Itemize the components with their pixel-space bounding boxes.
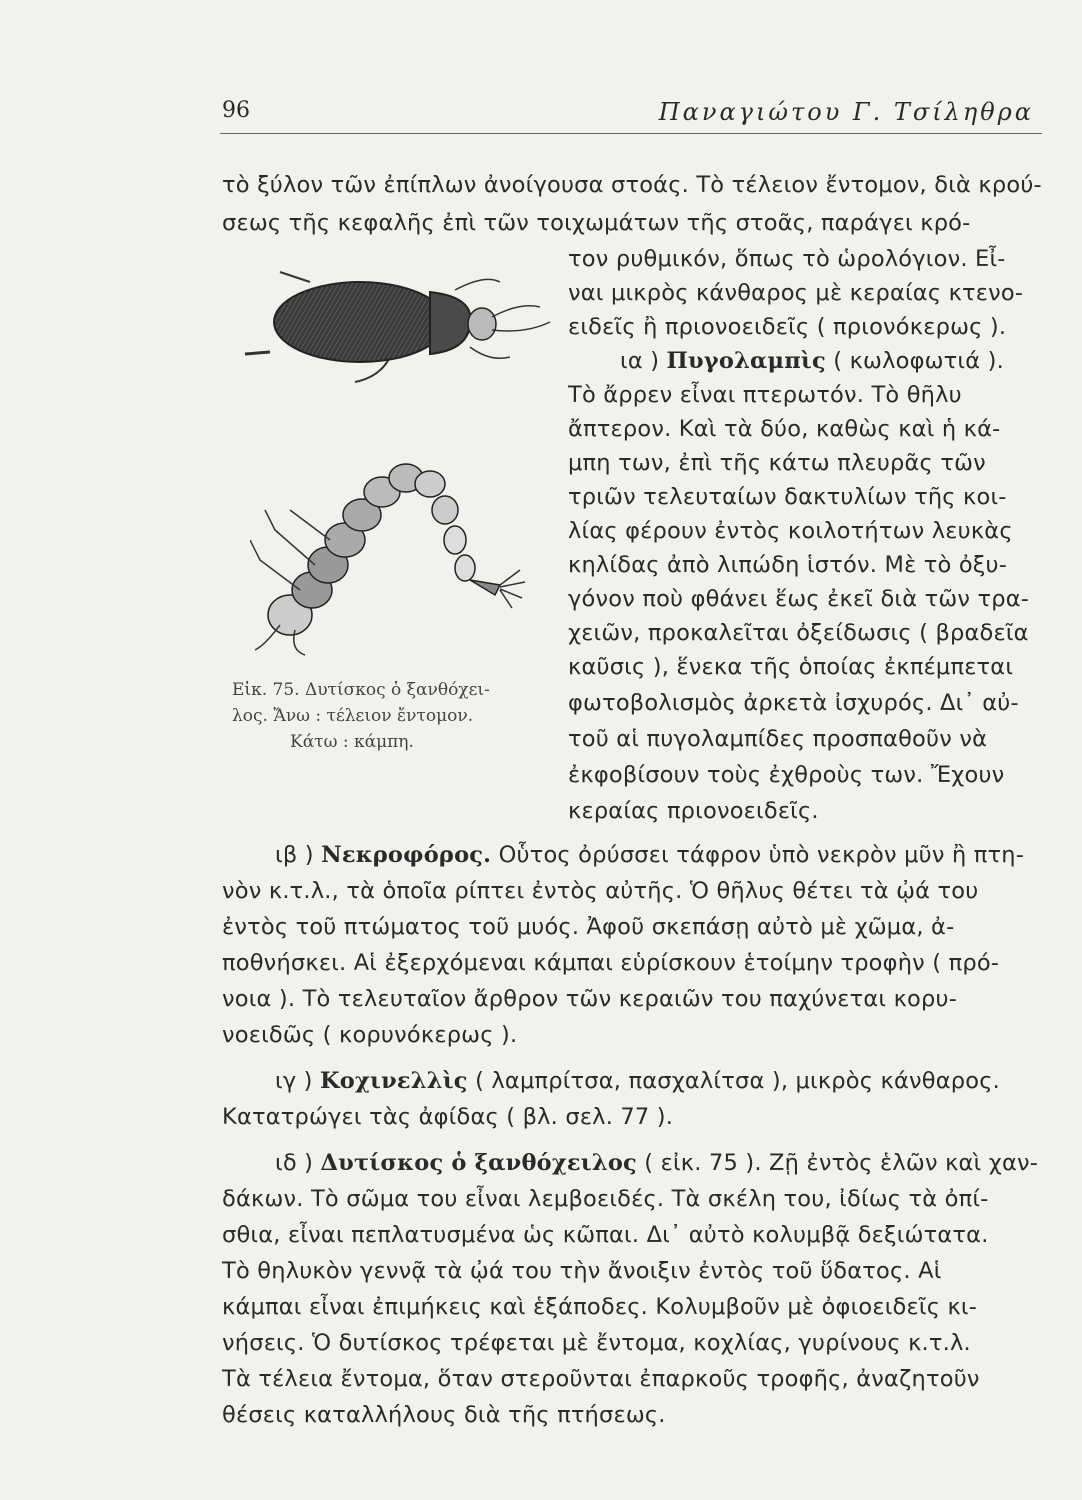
text-line: τον ρυθμικόν, ὅπως τὸ ὡρολόγιον. Εἶ- [568, 246, 1006, 272]
text-line: κηλίδας ἀπὸ λιπώδη ἱστόν. Μὲ τὸ ὀξυ- [568, 552, 1008, 578]
ig-heading-line [275, 1066, 1000, 1096]
beetle-hind-leg [245, 352, 270, 354]
id-heading-line [275, 1148, 1038, 1178]
text-line: ειδεῖς ἢ πριονοειδεῖς ( πριονόκερως ). [568, 314, 1007, 340]
text-line: νοειδῶς ( κορυνόκερως ). [222, 1022, 518, 1048]
ib-term: Νεκροφόρος. [321, 842, 492, 868]
beetle-elytra [274, 282, 446, 362]
text-line: ποθνήσκει. Αἱ ἐξερχόμεναι κάμπαι εὑρίσκουν ἑτοίμην τροφὴν ( πρό- [222, 950, 1000, 976]
text-line: δάκων. Τὸ σῶμα του εἶναι λεμβοειδές. Τὰ σκέλη του, ἰδίως τὰ ὀπί- [222, 1186, 989, 1212]
ia-heading-line [620, 346, 1004, 376]
id-term: Δυτίσκος ὁ ξανθόχειλος [320, 1150, 637, 1176]
page-number: 96 [222, 98, 250, 123]
text-line: καῦσις ), ἕνεκα τῆς ὁποίας ἐκπέμπεται [568, 654, 1014, 680]
text-line: σεως τῆς κεφαλῆς ἐπὶ τῶν τοιχωμάτων τῆς στοᾶς, παράγει κρό- [222, 210, 971, 236]
text-line: τοῦ αἱ πυγολαμπίδες προσπαθοῦν νὰ [568, 726, 988, 752]
text-line: σθια, εἶναι πεπλατυσμένα ὡς κῶπαι. Δι᾽ αὐτὸ κολυμβᾷ δεξιώτατα. [222, 1222, 989, 1248]
ig-number: ιγ ) [275, 1068, 313, 1094]
text-line: ἄπτερον. Καὶ τὰ δύο, καθὼς καὶ ἡ κά- [568, 416, 1001, 442]
larva-illustration [250, 450, 550, 660]
ia-term: Πυγολαμπὶς [666, 348, 826, 374]
text-line: χειῶν, προκαλεῖται ὀξείδωσις ( βραδεῖα [568, 620, 1029, 646]
ib-heading-line [275, 840, 1024, 870]
text-line: ναι μικρὸς κάνθαρος μὲ κεραίας κτενο- [568, 280, 1024, 306]
header-rule [220, 133, 1042, 134]
text-line: λίας φέρουν ἐντὸς κοιλοτήτων λευκὰς [568, 518, 1013, 544]
text-line: ἐντὸς τοῦ πτώματος τοῦ μυός. Ἀφοῦ σκεπάσῃ αὐτὸ μὲ χῶμα, ἀ- [222, 914, 955, 940]
text-line: μπη των, ἐπὶ τῆς κάτω πλευρᾶς τῶν [568, 450, 986, 476]
ib-rest: Οὗτος ὀρύσσει τάφρον ὑπὸ νεκρὸν μῦν ἢ πτη- [498, 842, 1025, 868]
text-line: ἐκφοβίσουν τοὺς ἐχθροὺς των. Ἔχουν [568, 762, 1005, 788]
ia-number: ια ) [620, 348, 660, 374]
ia-rest: ( κωλοφωτιά ). [833, 348, 1004, 374]
text-line: κεραίας πριονοειδεῖς. [568, 798, 819, 824]
text-line: Τὸ ἄρρεν εἶναι πτερωτόν. Τὸ θῆλυ [568, 382, 962, 408]
running-title: Παναγιώτου Γ. Τσίληθρα [658, 98, 1034, 126]
ib-number: ιβ ) [275, 842, 314, 868]
beetle-head [468, 308, 496, 340]
text-line: τὸ ξύλον τῶν ἐπίπλων ἀνοίγουσα στοάς. Τὸ τέλειον ἔντομον, διὰ κρού- [222, 172, 1042, 198]
figure-caption-line: Εἰκ. 75. Δυτίσκος ὁ ξανθόχει- [232, 680, 490, 700]
ig-rest: ( λαμπρίτσα, πασχαλίτσα ), μικρὸς κάνθαρος. [475, 1068, 1000, 1094]
text-line: Τὰ τέλεια ἔντομα, ὅταν στεροῦνται ἐπαρκοῦς τροφῆς, ἀναζητοῦν [222, 1366, 980, 1392]
figure-caption-line: λος. Ἄνω : τέλειον ἔντομον. [232, 706, 474, 726]
larva-tail-bristles [500, 570, 525, 608]
beetle-pronotum [430, 292, 471, 354]
id-rest: ( εἰκ. 75 ). Ζῇ ἐντὸς ἑλῶν καὶ χαν- [644, 1150, 1039, 1176]
text-line: θέσεις καταλλήλους διὰ τῆς πτήσεως. [222, 1402, 666, 1428]
text-line: νὸν κ.τ.λ., τὰ ὁποῖα ρίπτει ἐντὸς αὐτῆς. Ὁ θῆλυς θέτει τὰ ᾠά του [222, 878, 979, 904]
beetle-antenna [492, 306, 540, 317]
text-line: νήσεις. Ὁ δυτίσκος τρέφεται μὲ ἔντομα, κοχλίας, γυρίνους κ.τ.λ. [222, 1330, 971, 1356]
text-line: Κατατρώγει τὰς ἀφίδας ( βλ. σελ. 77 ). [222, 1104, 674, 1130]
text-line: κάμπαι εἶναι ἐπιμήκεις καὶ ἑξάποδες. Κολυμβοῦν μὲ ὀφιοειδεῖς κι- [222, 1294, 978, 1320]
text-line: Τὸ θηλυκὸν γεννᾷ τὰ ᾠά του τὴν ἄνοιξιν ἐντὸς τοῦ ὕδατος. Αἱ [222, 1258, 942, 1284]
text-line: τριῶν τελευταίων δακτυλίων τῆς κοι- [568, 484, 1007, 510]
ig-term: Κοχινελλὶς [320, 1068, 468, 1094]
figure-caption-line: Κάτω : κάμπη. [290, 732, 414, 752]
id-number: ιδ ) [275, 1150, 314, 1176]
beetle-illustration [240, 262, 560, 392]
text-line: φωτοβολισμὸς ἀρκετὰ ἰσχυρός. Δι᾽ αὐ- [568, 690, 1019, 716]
text-line: γόνον ποὺ φθάνει ἕως ἐκεῖ διὰ τῶν τρα- [568, 586, 1030, 612]
text-line: νοια ). Τὸ τελευταῖον ἄρθρον τῶν κεραιῶν του παχύνεται κορυ- [222, 986, 958, 1012]
